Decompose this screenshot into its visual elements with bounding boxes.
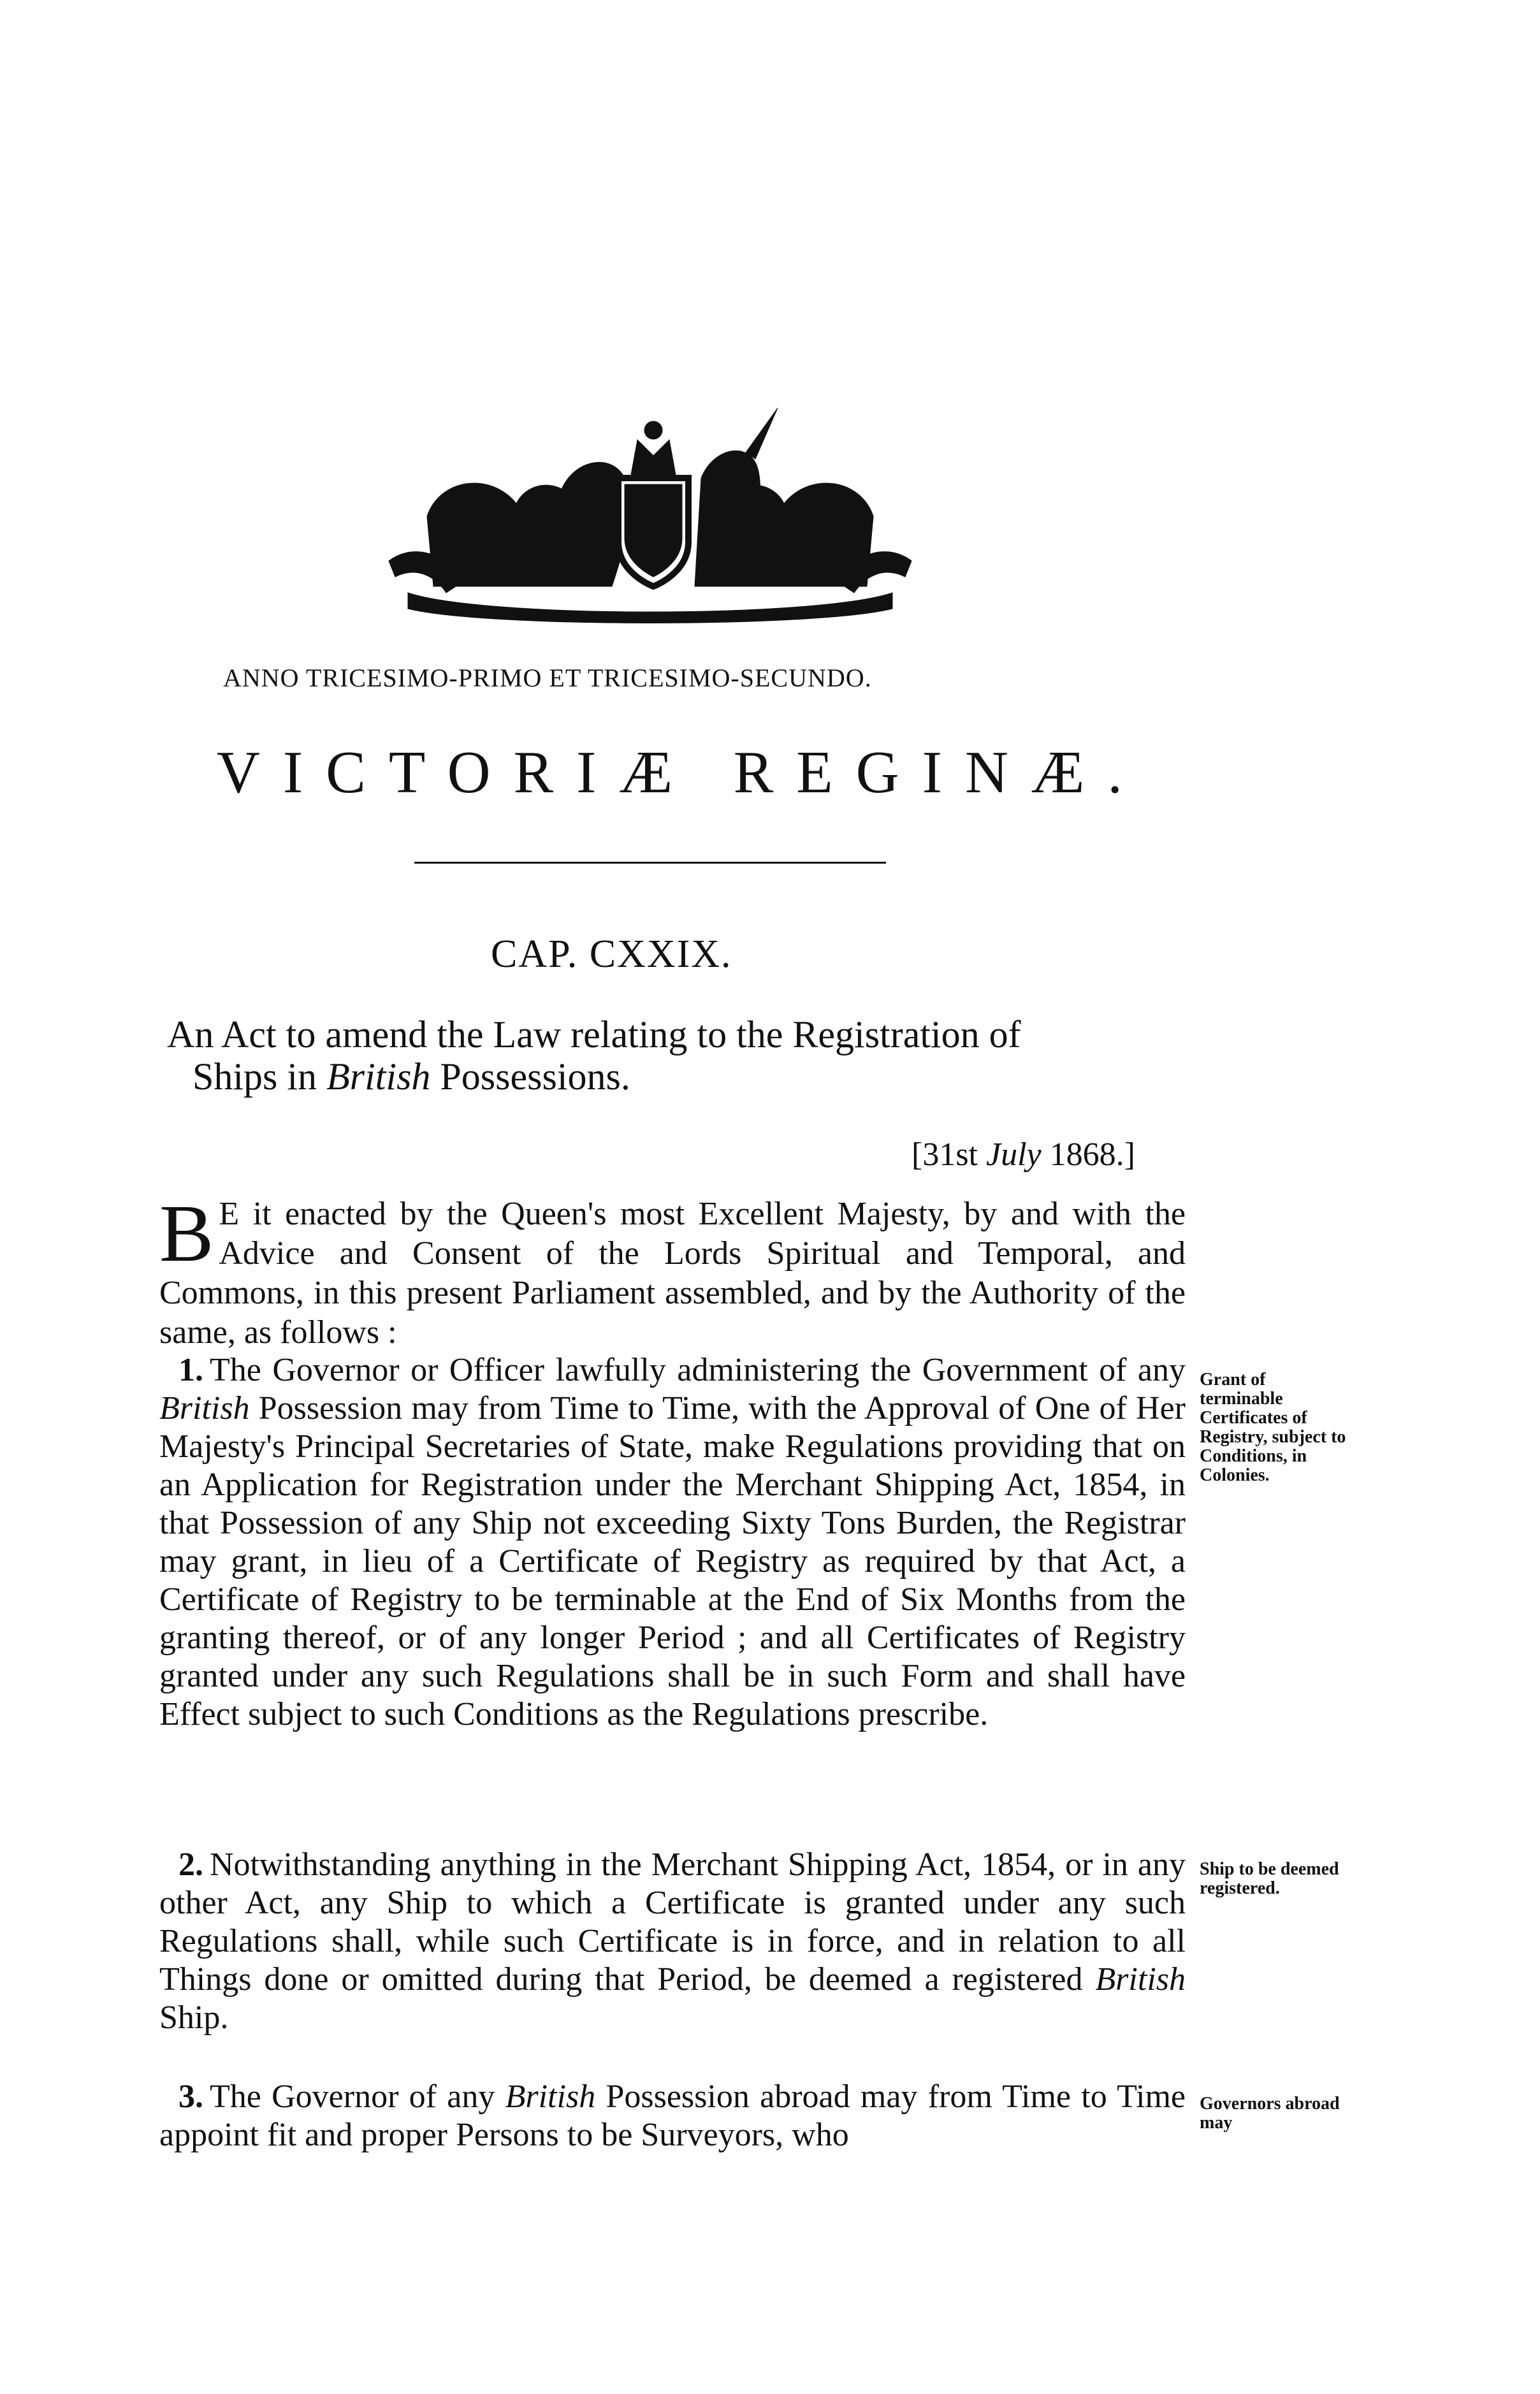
margin-note-1: Grant of terminable Certificates of Registry, subject to Conditions, in Colonies.: [1200, 1370, 1346, 1485]
section-text-pre: The Governor of any: [210, 2078, 505, 2115]
divider: [414, 862, 886, 864]
long-title-line2-pre: Ships in: [192, 1056, 327, 1098]
assent-date: [912, 1136, 1205, 1173]
section-text-italic: British: [1095, 1961, 1186, 1998]
assent-date-post: 1868.]: [1041, 1136, 1135, 1173]
long-title: [167, 1013, 1187, 1098]
long-title-line2-post: Possessions.: [430, 1056, 630, 1098]
section-text-post: Possession abroad may from Time to Time appoint fit and proper Persons to be Surveyors, who: [159, 2078, 1186, 2153]
section-text-italic: British: [159, 1390, 250, 1426]
section-text-pre: The Governor or Officer lawfully administering the Government of any: [210, 1352, 1186, 1388]
assent-date-pre: [31st: [912, 1136, 986, 1173]
section-3: [159, 2078, 1186, 2154]
assent-date-month: July: [986, 1136, 1042, 1173]
enacting-clause: [159, 1188, 1186, 1353]
long-title-line2: [167, 1056, 1187, 1098]
section-2: [159, 1846, 1186, 2037]
margin-note-3: Governors abroad may: [1200, 2094, 1340, 2133]
section-text-pre: Notwithstanding anything in the Merchant Shipping Act, 1854, or in any other Act, any Ship to which a Certificate is granted under any such Regulations shall, while such Certificate is in force, and in relation to all Things done or omitted during that Period, be deemed a registered: [159, 1846, 1186, 1998]
royal-coat-of-arms: [370, 402, 931, 631]
section-1: [159, 1351, 1186, 1734]
chapter-number: CAP. CXXIX.: [491, 932, 732, 976]
enacting-clause-text: E it enacted by the Queen's most Excellent Majesty, by and with the Advice and Consent of the Lords Spiritual and Temporal, and Commons, in this present Parliament assembled, and by the Authority of the same, as follows :: [159, 1196, 1186, 1351]
section-text-post: Ship.: [159, 1999, 229, 2036]
regnal-year-heading: ANNO TRICESIMO-PRIMO ET TRICESIMO-SECUNDO.: [223, 664, 872, 692]
section-number: 2.: [178, 1846, 203, 1883]
monarch-heading: VICTORIÆ REGINÆ.: [217, 739, 1145, 806]
drop-cap: B: [159, 1188, 214, 1279]
section-text-post: Possession may from Time to Time, with the Approval of One of Her Majesty's Principal Secretaries of State, make Regulations providing that on an Application for Registration under the Merchant Shipping Act, 1854, in that Possession of any Ship not exceeding Sixty Tons Burden, the Registrar may grant, in lieu of a Certificate of Registry as required by that Act, a Certificate of Registry to be terminable at the End of Six Months from the granting thereof, or of any longer Period ; and all Certificates of Registry granted under any such Regulations shall be in such Form and shall have Effect subject to such Conditions as the Regulations prescribe.: [159, 1390, 1186, 1732]
long-title-line2-italic: British: [326, 1056, 431, 1098]
margin-note-2: Ship to be deemed registered.: [1200, 1859, 1339, 1898]
section-text-italic: British: [505, 2078, 596, 2115]
section-number: 3.: [178, 2078, 203, 2115]
section-number: 1.: [178, 1352, 203, 1388]
long-title-line1: An Act to amend the Law relating to the Registration of: [167, 1013, 1021, 1056]
